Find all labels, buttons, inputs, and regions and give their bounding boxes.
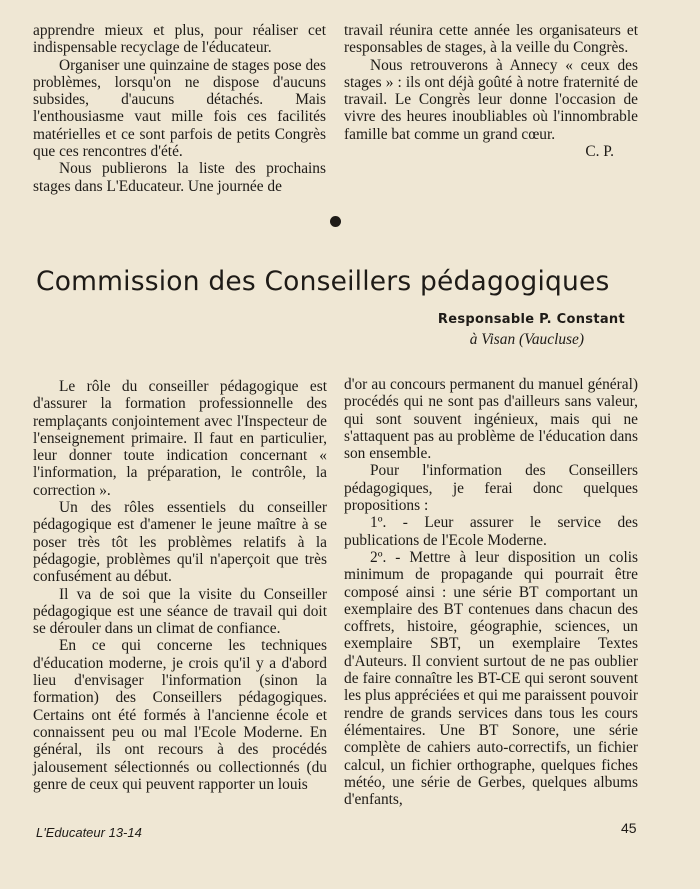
paragraph: travail réunira cette année les organisateurs et responsables de stages, à la veille du Congrès.	[344, 22, 638, 57]
article-column-right	[344, 376, 638, 808]
paragraph: Le rôle du conseiller pédagogique est d'assurer la formation professionnelle des remplaçants conjointement avec l'Inspecteur de l'enseignement primaire. Il faut en particulier, leur donner toute indication concernant « l'information, la préparation, le contrôle, la correction ».	[33, 378, 327, 499]
continuation-column-right	[344, 22, 638, 160]
paragraph: apprendre mieux et plus, pour réaliser cet indispensable recyclage de l'éducateur.	[33, 22, 326, 57]
paragraph: En ce qui concerne les techniques d'éducation moderne, je crois qu'il y a d'abord lieu d'envisager l'information (sinon la formation) des Conseillers pédagogiques. Certains ont été formés à l'ancienne école et connaissent peu ou mal l'Ecole Moderne. En général, ils ont recours à des procédés jalousement sélectionnés ou collectionnés (du genre de ceux qui peuvent rapporter un louis	[33, 637, 327, 793]
paragraph: Nous retrouverons à Annecy « ceux des stages » : ils ont déjà goûté à notre fraternité de travail. Le Congrès leur donne l'occasion de vivre des heures inoubliables où l'innombrable famille bat comme un grand cœur.	[344, 56, 638, 143]
paragraph: Organiser une quinzaine de stages pose des problèmes, lorsqu'on ne dispose d'aucuns subsides, d'aucuns détachés. Mais l'enthousiasme vaut mille fois ces facilités matérielles et ce sont parfois de petits Congrès que ces rencontres d'été.	[33, 56, 326, 161]
paragraph: Nous publierons la liste des prochains stages dans L'Educateur. Une journée de	[33, 160, 326, 195]
section-responsible-place: à Visan (Vaucluse)	[469, 331, 584, 348]
continuation-column-left	[33, 22, 326, 195]
journal-footer: L'Educateur 13-14	[36, 825, 142, 840]
signature: C. P.	[585, 143, 614, 161]
paragraph: Il va de soi que la visite du Conseiller pédagogique est une séance de travail qui doit se dérouler dans un climat de confiance.	[33, 585, 327, 638]
section-responsible: Responsable P. Constant	[437, 312, 625, 327]
section-title: Commission des Conseillers pédagogiques	[36, 266, 610, 297]
separator-bullet	[330, 216, 341, 227]
paragraph: 2º. - Mettre à leur disposition un colis minimum de propagande qui pourrait être composé ainsi : une série BT comportant un exemplaire des BT contenues dans chacun des coffrets, histoire, géographie, sciences, un exemplaire SBT, un exemplaire Textes d'Auteurs. Il convient surtout de ne pas oublier de faire connaître les BT-CE qui seront souvent les plus appréciées et qui me paraissent pouvoir rendre de grands services dans tous les cours élémentaires. Une BT Sonore, une série complète de cahiers auto-correctifs, un fichier calcul, un fichier orthographe, quelques fiches météo, une série de Gerbes, quelques albums d'enfants,	[344, 548, 638, 809]
page-number: 45	[621, 820, 637, 836]
paragraph: d'or au concours permanent du manuel général) procédés qui ne sont pas d'ailleurs sans valeur, qui sont souvent ingénieux, mais qui ne s'attaquent pas au problème de l'éducation dans son ensemble.	[344, 376, 638, 463]
paragraph: 1º. - Leur assurer le service des publications de l'Ecole Moderne.	[344, 514, 638, 549]
paragraph: Pour l'information des Conseillers pédagogiques, je ferai donc quelques propositions :	[344, 462, 638, 515]
paragraph: Un des rôles essentiels du conseiller pédagogique est d'amener le jeune maître à se poser très tôt les problèmes relatifs à la pédagogie, problèmes qu'il n'aperçoit que très confusément au début.	[33, 499, 327, 586]
article-column-left	[33, 378, 327, 793]
